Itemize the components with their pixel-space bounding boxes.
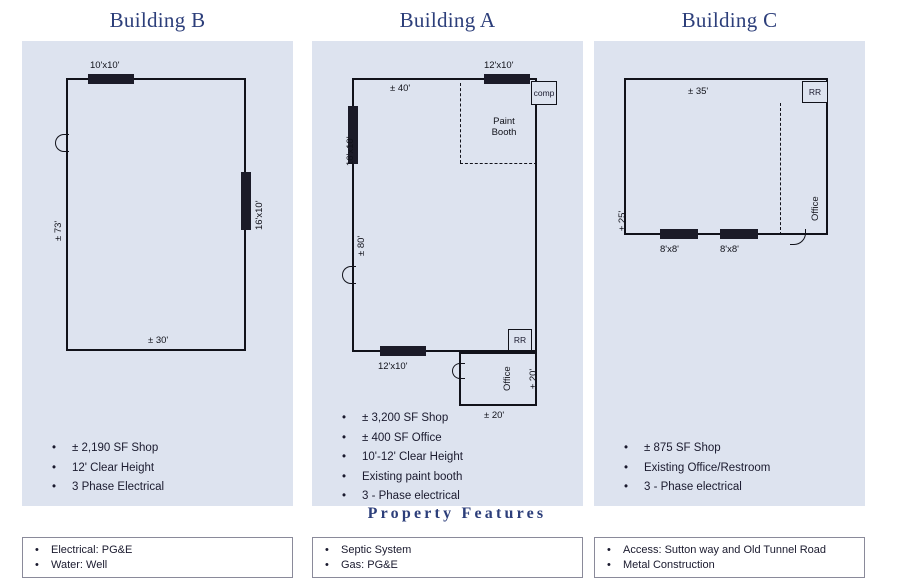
building-c-top-dim: ± 35': [688, 86, 709, 97]
building-a-office-label: Office: [502, 366, 513, 391]
building-a-top-bay-door: [484, 74, 530, 84]
building-c-feature-list: [614, 441, 864, 500]
list-item: • Water: Well: [23, 558, 292, 573]
building-c-left-dim: ± 25': [617, 210, 628, 231]
building-a-title: Building A: [399, 8, 496, 32]
building-c-rr-room: [802, 81, 828, 103]
building-a-feature-list: [332, 411, 582, 509]
building-a-top-bay-dim: 12'x10': [484, 60, 514, 71]
building-a-comp-label: comp: [533, 88, 555, 98]
building-c-rr-label: RR: [808, 87, 822, 97]
building-a-paintbooth-dash-bottom: [460, 163, 537, 164]
property-features-column-2: [312, 537, 583, 578]
list-item: • Existing paint booth: [332, 470, 582, 486]
building-a-man-door: [342, 266, 356, 284]
property-features-column-1: [22, 537, 293, 578]
building-b-top-dim: 10'x10': [90, 60, 120, 71]
building-a-right-small-dim: ± 20': [528, 368, 539, 389]
list-item: • Existing Office/Restroom: [614, 461, 864, 477]
building-a-office-door: [452, 363, 465, 379]
list-item: • ± 400 SF Office: [332, 431, 582, 447]
building-a-left-dim: ± 80': [356, 235, 367, 256]
building-c-office-label: Office: [810, 196, 821, 221]
building-b-left-dim: ± 73': [53, 220, 64, 241]
list-item: • 3 - Phase electrical: [614, 480, 864, 496]
building-b-panel: [22, 41, 293, 506]
building-c-outer-wall: [624, 78, 828, 235]
building-b-man-door: [55, 134, 69, 152]
building-b-top-bay-door: [88, 74, 134, 84]
list-item: • 12' Clear Height: [42, 461, 292, 477]
building-a-bottom-dim: ± 20': [484, 410, 505, 421]
building-b-bottom-dim: ± 30': [148, 335, 169, 346]
building-a-paintbooth-dash-left: [460, 83, 461, 163]
list-item: • Access: Sutton way and Old Tunnel Road: [595, 543, 864, 558]
list-item: • ± 875 SF Shop: [614, 441, 864, 457]
building-a-panel: [312, 41, 583, 506]
building-a-paint-booth-label: Paint Booth: [491, 116, 517, 138]
building-a-rr-label: RR: [513, 335, 527, 345]
building-c-title: Building C: [681, 8, 778, 32]
building-c-panel: [594, 41, 865, 506]
building-c-bay-door-left: [660, 229, 698, 239]
building-c-bay-door-right: [720, 229, 758, 239]
list-item: • Gas: PG&E: [313, 558, 582, 573]
list-item: • Metal Construction: [595, 558, 864, 573]
building-b-title: Building B: [109, 8, 206, 32]
building-c-bay-left-dim: 8'x8': [660, 244, 679, 255]
building-a-rr-room: [508, 329, 532, 351]
list-item: • 3 Phase Electrical: [42, 480, 292, 496]
building-b-feature-list: [42, 441, 292, 500]
list-item: • ± 3,200 SF Shop: [332, 411, 582, 427]
building-a-comp-room: [531, 81, 557, 105]
building-b-right-bay-dim: 16'x10': [254, 200, 265, 230]
building-a-bottom-bay-dim: 12'x10': [378, 361, 408, 372]
building-c-office-dash: [780, 103, 781, 235]
building-a-top-dim: ± 40': [390, 83, 411, 94]
property-features-title: Property Features: [367, 505, 547, 522]
building-c-man-door: [790, 229, 806, 245]
building-a-office-block: [459, 352, 537, 406]
building-b-outer-wall: [66, 78, 246, 351]
property-features-column-3: [594, 537, 865, 578]
list-item: • ± 2,190 SF Shop: [42, 441, 292, 457]
building-a-left-bay-dim: 16'x10': [345, 136, 356, 166]
list-item: • Septic System: [313, 543, 582, 558]
list-item: • 10'-12' Clear Height: [332, 450, 582, 466]
list-item: • Electrical: PG&E: [23, 543, 292, 558]
building-a-bottom-bay-door: [380, 346, 426, 356]
building-c-bay-right-dim: 8'x8': [720, 244, 739, 255]
building-b-right-bay-door: [241, 172, 251, 230]
list-item: • 3 - Phase electrical: [332, 489, 582, 505]
